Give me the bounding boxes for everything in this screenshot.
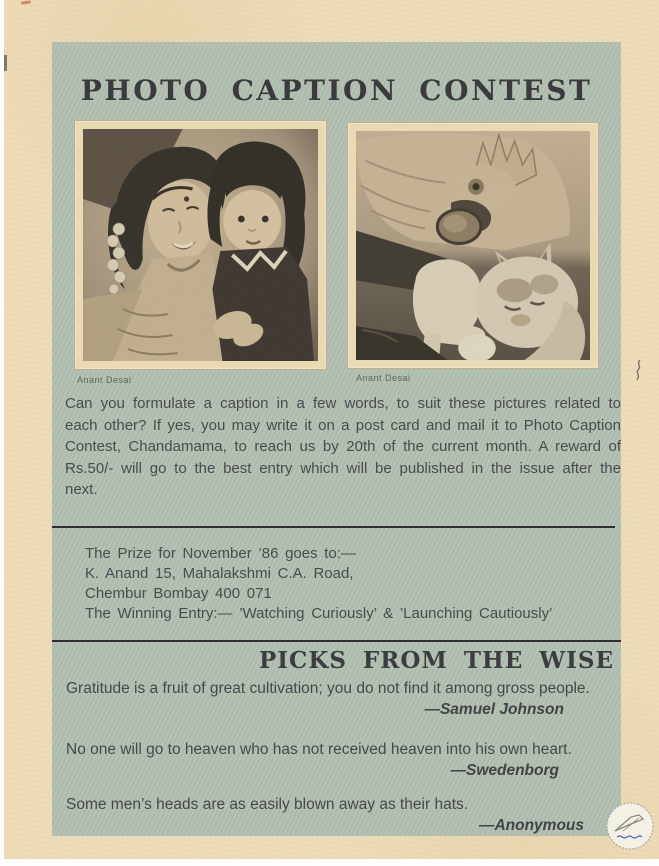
- prize-line: K. Anand 15, Mahalakshmi C.A. Road,: [85, 565, 354, 582]
- contest-instructions: Can you formulate a caption in a few words, to suit these pictures related to each other? If yes, you may write it on a post card and mail it to Photo Caption Contest, Chandamama, to reach us by 20th of the current month. A reward of Rs.50/- will go to the best entry which will be published in the issue after the next.: [65, 395, 621, 498]
- page-title: PHOTO CAPTION CONTEST: [80, 74, 593, 107]
- quote-swedenborg: [66, 739, 614, 781]
- stamp-watermark: [605, 801, 655, 851]
- quote-samuel-johnson: [66, 678, 614, 720]
- scan-mark: [21, 0, 31, 4]
- mother-and-child-illustration: [83, 129, 318, 361]
- quote-text: No one will go to heaven who has not received heaven into his own heart.: [66, 741, 572, 758]
- prize-announcement: [85, 544, 605, 624]
- photo-cockatoo-and-cat: [347, 122, 599, 369]
- prize-line: The Winning Entry:— ’Watching Curiously’ & ’Launching Cautiously’: [85, 605, 553, 622]
- divider-line: [52, 526, 615, 528]
- contest-panel: [52, 42, 621, 836]
- prize-line: The Prize for November ’86 goes to:—: [85, 545, 356, 562]
- photo-mother-and-child: [74, 120, 327, 370]
- picks-from-the-wise-heading: PICKS FROM THE WISE: [258, 647, 614, 674]
- quote-author: —Swedenborg: [450, 762, 559, 779]
- scan-mark: [4, 55, 7, 71]
- quote-author: —Anonymous: [478, 817, 584, 834]
- divider-line: [52, 640, 621, 642]
- quote-text: Gratitude is a fruit of great cultivation; you do not find it among gross people.: [66, 680, 590, 697]
- quote-author: —Samuel Johnson: [424, 701, 564, 718]
- quote-anonymous: [66, 794, 614, 836]
- photo-credit-left: Anant Desai: [77, 375, 132, 385]
- photo-credit-right: Anant Desai: [356, 373, 411, 383]
- prize-line: Chembur Bombay 400 071: [85, 585, 272, 602]
- pencil-squiggle-mark: [632, 358, 644, 382]
- quote-text: Some men’s heads are as easily blown away as their hats.: [66, 796, 469, 813]
- cockatoo-and-cat-illustration: [356, 131, 590, 360]
- magazine-page: [4, 0, 659, 859]
